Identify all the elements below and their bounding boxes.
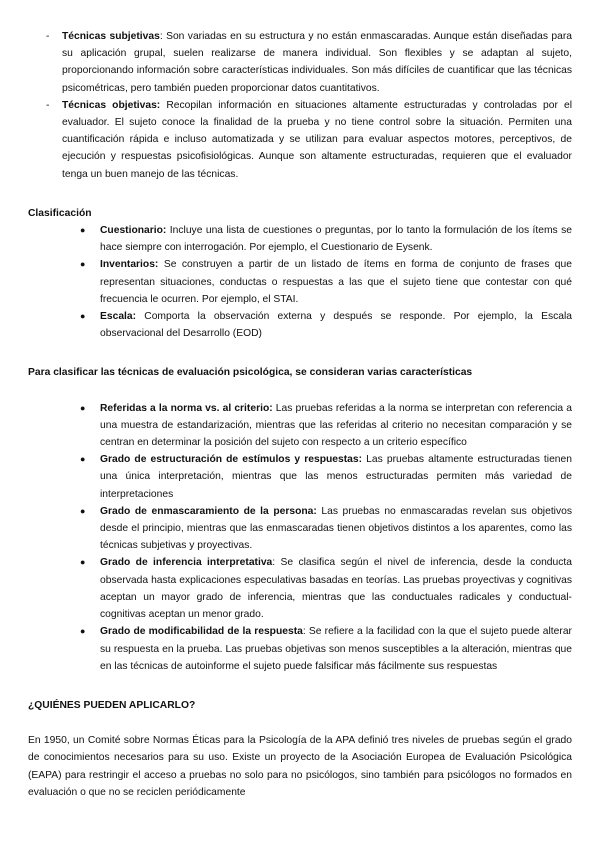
list-item-enmascaramiento <box>28 503 572 555</box>
term-norma-criterio: Referidas a la norma vs. al criterio: <box>100 402 273 414</box>
bullet-marker: ● <box>80 505 86 516</box>
text-modificabilidad: : Se refiere a la facilidad con la que el sujeto puede alterar su respuesta en la prueba. Las pruebas objetivas son menos susceptibles a la alteración, mientras que en las técnicas de autoinforme el sujeto puede falsificar más fácilmente sus respuestas <box>100 626 572 672</box>
bullet-marker: ● <box>80 557 86 568</box>
list-item-inventarios <box>28 256 572 308</box>
text-subjective: : Son variadas en su estructura y no están enmascaradas. Aunque están diseñadas para su aplicación grupal, suelen realizarse de manera individual. Son flexibles y se adaptan al sujeto, proporcionando información sobre características individuales. Son más difíciles de cuantificar que las técnicas psicométricas, pero también pueden proporcionar datos cuantitativos. <box>62 31 572 94</box>
text-norma-criterio: Las pruebas referidas a la norma se interpretan con referencia a una muestra de estandarización, mientras que las referidas al criterio no necesitan comparación y se centran en determinar la posición del sujeto con respecto a un criterio específico <box>100 402 572 449</box>
text-inferencia: : Se clasifica según el nivel de inferencia, desde la conducta observada hasta explicaciones especulativas basadas en teorías. Las pruebas proyectivas y cognitivas aceptan un mayor grado de inferencia, mientras que las conductuales radicales y conductual-cognitivas aceptan un menor grado. <box>100 557 572 621</box>
list-item-modificabilidad <box>28 623 572 675</box>
term-objective: Técnicas objetivas: <box>62 99 161 111</box>
text-estructuracion: Las pruebas altamente estructuradas tienen una única interpretación, mientras que las menos estructuradas permiten más variedad de interpretaciones <box>100 454 572 500</box>
who-heading: ¿QUIÉNES PUEDEN APLICARLO? <box>28 699 196 711</box>
dash-marker: - <box>46 31 50 42</box>
list-item-escala <box>28 308 572 342</box>
term-modificabilidad: Grado de modificabilidad de la respuesta <box>100 626 303 638</box>
list-item-cuestionario <box>28 222 572 256</box>
term-enmascaramiento: Grado de enmascaramiento de la persona: <box>100 505 317 517</box>
list-item-inferencia <box>28 554 572 623</box>
text-cuestionario: Incluye una lista de cuestiones o preguntas, por lo tanto la formulación de los ítems se hace siempre con interrogación. Por ejemplo, el Cuestionario de Eysenk. <box>100 225 572 254</box>
dash-marker: - <box>46 99 50 111</box>
characteristics-heading: Para clasificar las técnicas de evaluación psicológica, se consideran varias características <box>28 367 473 379</box>
list-item-subjective <box>28 28 572 97</box>
text-objective: Recopilan información en situaciones altamente estructuradas y controladas por el evaluador. El sujeto conoce la finalidad de la prueba y no tiene control sobre la situación. Permiten una cuantificación rápida e incluso automatizada y se utilizan para evaluar aspectos motores, perceptivos, de ejecución y respuestas psicofisiológicas. Aunque son altamente estructuradas, requieren que el evaluador tenga un buen manejo de las técnicas. <box>62 99 572 180</box>
bullet-marker: ● <box>80 454 86 465</box>
term-inferencia: Grado de inferencia interpretativa <box>100 557 273 569</box>
classification-heading: Clasificación <box>28 207 92 219</box>
text-escala: Comporta la observación externa y después se responde. Por ejemplo, la Escala observacional del Desarrollo (EOD) <box>100 311 572 340</box>
technique-types-list <box>28 28 572 183</box>
list-item-norma-criterio <box>28 400 572 452</box>
term-inventarios: Inventarios: <box>100 259 159 271</box>
list-item-objective <box>28 97 572 183</box>
term-estructuracion: Grado de estructuración de estímulos y respuestas: <box>100 454 363 466</box>
bullet-marker: ● <box>80 311 86 322</box>
bullet-marker: ● <box>80 626 86 637</box>
text-enmascaramiento: Las pruebas no enmascaradas revelan sus objetivos desde el principio, mientras que las enmascaradas tienen objetivos distintos a los aparentes, como las técnicas subjetivas y proyectivas. <box>100 505 572 552</box>
list-item-estructuracion <box>28 451 572 503</box>
bullet-marker: ● <box>80 259 86 270</box>
classification-list <box>28 222 572 342</box>
term-escala: Escala: <box>100 311 137 323</box>
term-subjective: Técnicas subjetivas <box>62 31 160 42</box>
characteristics-list <box>28 400 572 675</box>
who-paragraph: En 1950, un Comité sobre Normas Éticas para la Psicología de la APA definió tres niveles de pruebas según el grado de conocimientos necesarios para su uso. Existe un proyecto de la Asociación Europea de Evaluación Psicológica (EAPA) para restringir el acceso a pruebas no solo para no psicólogos, sino también para psicólogos no formados en evaluación o que no se reciclen periódicamente <box>28 735 572 798</box>
text-inventarios: Se construyen a partir de un listado de ítems en forma de conjunto de frases que representan situaciones, conductas o respuestas a las que el sujeto tiene que contestar con qué frecuencia le ocurren. Por ejemplo, el STAI. <box>100 259 572 305</box>
bullet-marker: ● <box>80 402 86 413</box>
term-cuestionario: Cuestionario: <box>100 225 167 237</box>
bullet-marker: ● <box>80 225 86 236</box>
